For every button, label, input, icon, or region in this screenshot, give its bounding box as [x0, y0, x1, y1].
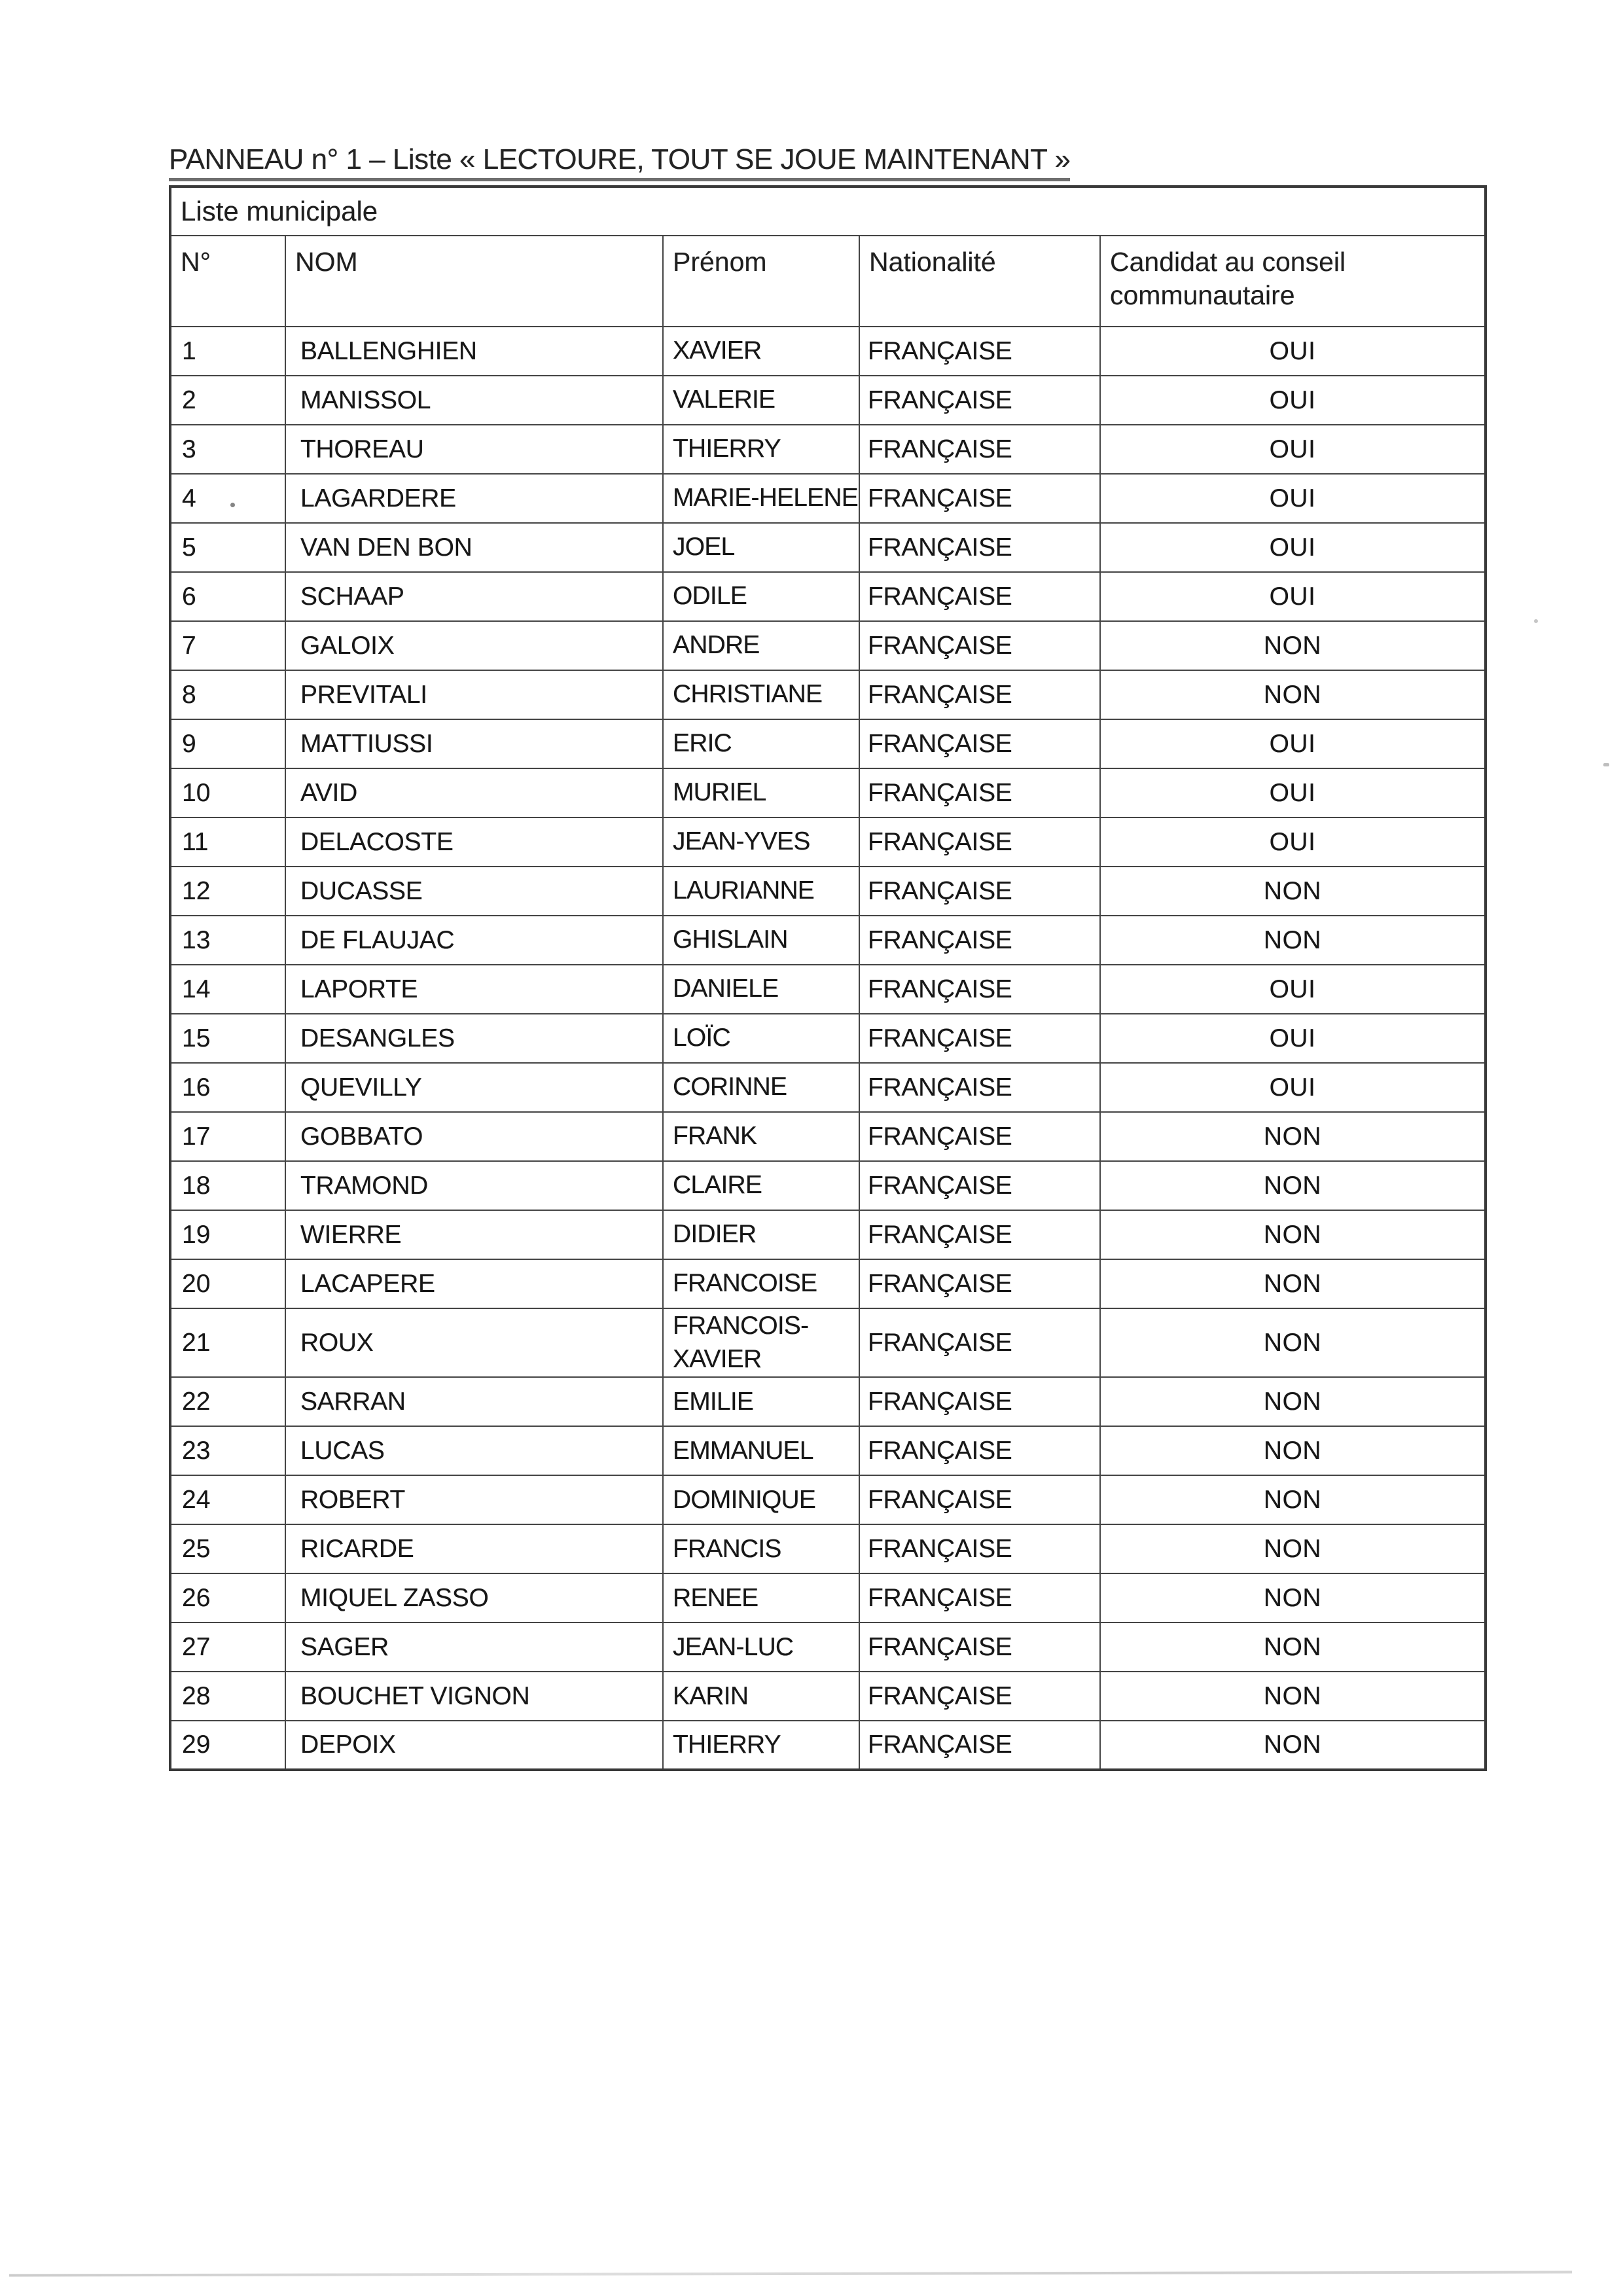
cell-nationalite: FRANÇAISE: [859, 376, 1100, 425]
cell-prenom: MURIEL: [663, 768, 859, 817]
table-caption: Liste municipale: [170, 187, 1486, 236]
cell-numero: 3: [170, 425, 285, 474]
cell-nationalite: FRANÇAISE: [859, 572, 1100, 621]
cell-nom: SAGER: [285, 1623, 663, 1672]
cell-nom: QUEVILLY: [285, 1063, 663, 1112]
candidate-row: [170, 1573, 1486, 1623]
cell-nom: MIQUEL ZASSO: [285, 1573, 663, 1623]
cell-prenom: RENEE: [663, 1573, 859, 1623]
cell-nationalite: FRANÇAISE: [859, 670, 1100, 719]
cell-prenom: FRANK: [663, 1112, 859, 1161]
candidate-row: [170, 867, 1486, 916]
cell-candidat: NON: [1100, 1112, 1486, 1161]
cell-nom: VAN DEN BON: [285, 523, 663, 572]
candidate-row: [170, 719, 1486, 768]
cell-candidat: NON: [1100, 1623, 1486, 1672]
cell-candidat: NON: [1100, 1259, 1486, 1308]
cell-numero: 11: [170, 817, 285, 867]
cell-numero: 28: [170, 1672, 285, 1721]
cell-nom: DUCASSE: [285, 867, 663, 916]
cell-candidat: OUI: [1100, 1063, 1486, 1112]
candidate-row: [170, 1308, 1486, 1377]
cell-nationalite: FRANÇAISE: [859, 1573, 1100, 1623]
cell-nationalite: FRANÇAISE: [859, 425, 1100, 474]
candidate-row: [170, 768, 1486, 817]
cell-nationalite: FRANÇAISE: [859, 1161, 1100, 1210]
cell-prenom: CHRISTIANE: [663, 670, 859, 719]
cell-numero: 20: [170, 1259, 285, 1308]
cell-nationalite: FRANÇAISE: [859, 817, 1100, 867]
cell-numero: 10: [170, 768, 285, 817]
cell-nationalite: FRANÇAISE: [859, 916, 1100, 965]
column-header-nom: NOM: [285, 236, 663, 327]
candidate-row: [170, 1524, 1486, 1573]
cell-candidat: NON: [1100, 1377, 1486, 1426]
cell-nom: ROBERT: [285, 1475, 663, 1524]
cell-numero: 19: [170, 1210, 285, 1259]
cell-candidat: OUI: [1100, 719, 1486, 768]
candidate-row: [170, 965, 1486, 1014]
cell-nationalite: FRANÇAISE: [859, 1112, 1100, 1161]
cell-numero: 12: [170, 867, 285, 916]
cell-numero: 9: [170, 719, 285, 768]
cell-prenom: LOÏC: [663, 1014, 859, 1063]
cell-prenom: KARIN: [663, 1672, 859, 1721]
candidate-row: [170, 1426, 1486, 1475]
cell-candidat: OUI: [1100, 425, 1486, 474]
cell-nom: MANISSOL: [285, 376, 663, 425]
cell-candidat: NON: [1100, 867, 1486, 916]
cell-prenom: FRANCOISE: [663, 1259, 859, 1308]
cell-prenom: THIERRY: [663, 1721, 859, 1770]
scan-speck: [230, 503, 235, 507]
cell-prenom: JOEL: [663, 523, 859, 572]
cell-candidat: OUI: [1100, 572, 1486, 621]
cell-prenom: VALERIE: [663, 376, 859, 425]
cell-candidat: NON: [1100, 1426, 1486, 1475]
cell-prenom: DIDIER: [663, 1210, 859, 1259]
cell-numero: 23: [170, 1426, 285, 1475]
cell-numero: 1: [170, 327, 285, 376]
cell-candidat: OUI: [1100, 376, 1486, 425]
candidate-row: [170, 1721, 1486, 1770]
cell-nom: DELACOSTE: [285, 817, 663, 867]
candidate-row: [170, 1377, 1486, 1426]
cell-numero: 14: [170, 965, 285, 1014]
cell-numero: 13: [170, 916, 285, 965]
cell-numero: 5: [170, 523, 285, 572]
cell-prenom: DOMINIQUE: [663, 1475, 859, 1524]
cell-prenom: FRANCIS: [663, 1524, 859, 1573]
cell-nationalite: FRANÇAISE: [859, 474, 1100, 523]
cell-nationalite: FRANÇAISE: [859, 719, 1100, 768]
cell-numero: 24: [170, 1475, 285, 1524]
candidate-row: [170, 572, 1486, 621]
cell-nationalite: FRANÇAISE: [859, 1308, 1100, 1377]
column-header-numero: N°: [170, 236, 285, 327]
candidate-row: [170, 1063, 1486, 1112]
cell-nom: DE FLAUJAC: [285, 916, 663, 965]
cell-numero: 25: [170, 1524, 285, 1573]
cell-candidat: OUI: [1100, 817, 1486, 867]
cell-nationalite: FRANÇAISE: [859, 1063, 1100, 1112]
cell-prenom: ERIC: [663, 719, 859, 768]
cell-nationalite: FRANÇAISE: [859, 1377, 1100, 1426]
cell-prenom: ANDRE: [663, 621, 859, 670]
cell-numero: 26: [170, 1573, 285, 1623]
cell-nom: LAPORTE: [285, 965, 663, 1014]
cell-nationalite: FRANÇAISE: [859, 1623, 1100, 1672]
cell-numero: 7: [170, 621, 285, 670]
candidate-row: [170, 1210, 1486, 1259]
cell-nom: LACAPERE: [285, 1259, 663, 1308]
candidate-row: [170, 523, 1486, 572]
candidate-row: [170, 1161, 1486, 1210]
cell-candidat: NON: [1100, 1475, 1486, 1524]
cell-prenom: JEAN-YVES: [663, 817, 859, 867]
cell-nom: TRAMOND: [285, 1161, 663, 1210]
column-header-nationalite: Nationalité: [859, 236, 1100, 327]
candidate-row: [170, 1475, 1486, 1524]
cell-nationalite: FRANÇAISE: [859, 1426, 1100, 1475]
cell-candidat: OUI: [1100, 768, 1486, 817]
cell-numero: 8: [170, 670, 285, 719]
scan-speck: [1534, 619, 1538, 623]
cell-nationalite: FRANÇAISE: [859, 1672, 1100, 1721]
cell-nom: MATTIUSSI: [285, 719, 663, 768]
cell-numero: 16: [170, 1063, 285, 1112]
candidate-row: [170, 1623, 1486, 1672]
cell-nom: LUCAS: [285, 1426, 663, 1475]
column-header-candidat: Candidat au conseil communautaire: [1100, 236, 1486, 327]
cell-candidat: OUI: [1100, 965, 1486, 1014]
cell-numero: 22: [170, 1377, 285, 1426]
scan-speck: [1603, 763, 1609, 766]
candidate-row: [170, 425, 1486, 474]
candidate-row: [170, 1112, 1486, 1161]
cell-numero: 18: [170, 1161, 285, 1210]
cell-nationalite: FRANÇAISE: [859, 965, 1100, 1014]
cell-nationalite: FRANÇAISE: [859, 1210, 1100, 1259]
candidate-row: [170, 817, 1486, 867]
cell-nom: SARRAN: [285, 1377, 663, 1426]
cell-prenom: DANIELE: [663, 965, 859, 1014]
cell-numero: 6: [170, 572, 285, 621]
cell-numero: 2: [170, 376, 285, 425]
cell-candidat: OUI: [1100, 474, 1486, 523]
cell-candidat: NON: [1100, 916, 1486, 965]
cell-prenom: XAVIER: [663, 327, 859, 376]
cell-nationalite: FRANÇAISE: [859, 867, 1100, 916]
cell-nationalite: FRANÇAISE: [859, 523, 1100, 572]
cell-nom: DEPOIX: [285, 1721, 663, 1770]
cell-nationalite: FRANÇAISE: [859, 327, 1100, 376]
cell-nom: GOBBATO: [285, 1112, 663, 1161]
cell-prenom: ODILE: [663, 572, 859, 621]
cell-nationalite: FRANÇAISE: [859, 1259, 1100, 1308]
cell-nationalite: FRANÇAISE: [859, 621, 1100, 670]
cell-prenom: CLAIRE: [663, 1161, 859, 1210]
cell-numero: 29: [170, 1721, 285, 1770]
candidate-row: [170, 1259, 1486, 1308]
cell-nationalite: FRANÇAISE: [859, 1014, 1100, 1063]
cell-candidat: NON: [1100, 1524, 1486, 1573]
table-header-row: [170, 236, 1486, 327]
cell-candidat: NON: [1100, 1672, 1486, 1721]
candidate-row: [170, 916, 1486, 965]
cell-nationalite: FRANÇAISE: [859, 768, 1100, 817]
cell-numero: 15: [170, 1014, 285, 1063]
cell-numero: 4: [170, 474, 285, 523]
cell-candidat: OUI: [1100, 523, 1486, 572]
cell-prenom: THIERRY: [663, 425, 859, 474]
cell-nom: SCHAAP: [285, 572, 663, 621]
cell-nom: THOREAU: [285, 425, 663, 474]
cell-prenom: EMILIE: [663, 1377, 859, 1426]
cell-nom: PREVITALI: [285, 670, 663, 719]
cell-nom: WIERRE: [285, 1210, 663, 1259]
candidate-row: [170, 1014, 1486, 1063]
cell-nom: DESANGLES: [285, 1014, 663, 1063]
cell-candidat: NON: [1100, 1573, 1486, 1623]
cell-candidat: NON: [1100, 1308, 1486, 1377]
candidate-row: [170, 1672, 1486, 1721]
municipal-list-table: [169, 185, 1487, 1771]
panel-title: PANNEAU n° 1 – Liste « LECTOURE, TOUT SE JOUE MAINTENANT »: [169, 144, 1070, 181]
column-header-prenom: Prénom: [663, 236, 859, 327]
cell-prenom: CORINNE: [663, 1063, 859, 1112]
cell-nom: RICARDE: [285, 1524, 663, 1573]
candidate-row: [170, 327, 1486, 376]
cell-nom: AVID: [285, 768, 663, 817]
candidate-row: [170, 474, 1486, 523]
table-caption-row: [170, 187, 1486, 236]
cell-nom: BOUCHET VIGNON: [285, 1672, 663, 1721]
cell-numero: 27: [170, 1623, 285, 1672]
cell-numero: 17: [170, 1112, 285, 1161]
cell-nom: GALOIX: [285, 621, 663, 670]
cell-prenom: LAURIANNE: [663, 867, 859, 916]
cell-nom: BALLENGHIEN: [285, 327, 663, 376]
cell-numero: 21: [170, 1308, 285, 1377]
cell-prenom: JEAN-LUC: [663, 1623, 859, 1672]
cell-candidat: NON: [1100, 1210, 1486, 1259]
cell-prenom: MARIE-HELENE: [663, 474, 859, 523]
cell-candidat: NON: [1100, 1161, 1486, 1210]
cell-prenom: EMMANUEL: [663, 1426, 859, 1475]
cell-nationalite: FRANÇAISE: [859, 1721, 1100, 1770]
cell-candidat: NON: [1100, 670, 1486, 719]
cell-nom: ROUX: [285, 1308, 663, 1377]
cell-nationalite: FRANÇAISE: [859, 1524, 1100, 1573]
cell-nom: LAGARDERE: [285, 474, 663, 523]
cell-candidat: NON: [1100, 621, 1486, 670]
table-body: [170, 187, 1486, 1770]
cell-candidat: OUI: [1100, 327, 1486, 376]
candidate-row: [170, 621, 1486, 670]
candidate-row: [170, 670, 1486, 719]
cell-nationalite: FRANÇAISE: [859, 1475, 1100, 1524]
candidate-row: [170, 376, 1486, 425]
cell-prenom: FRANCOIS-XAVIER: [663, 1308, 859, 1377]
cell-prenom: GHISLAIN: [663, 916, 859, 965]
scan-edge-artifact: [9, 2270, 1572, 2276]
cell-candidat: OUI: [1100, 1014, 1486, 1063]
cell-candidat: NON: [1100, 1721, 1486, 1770]
